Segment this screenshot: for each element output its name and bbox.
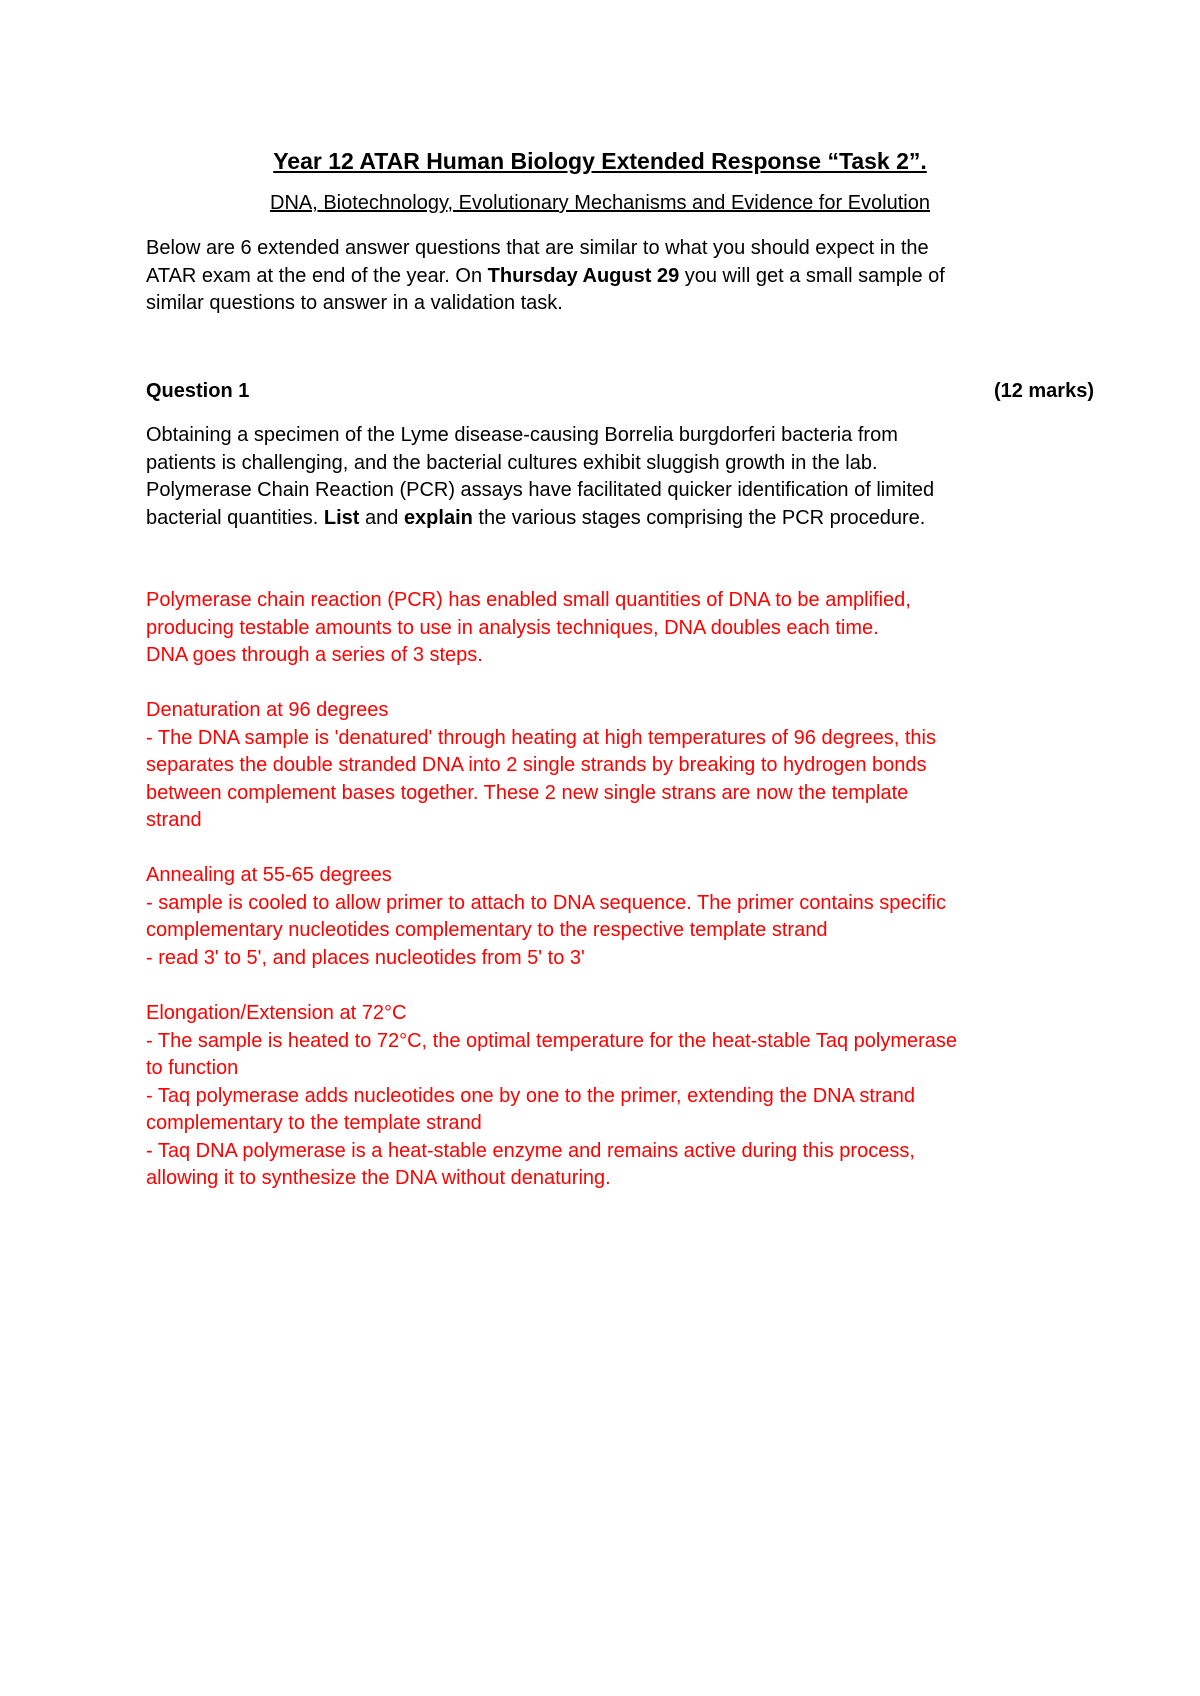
- question-header: [146, 378, 1094, 405]
- question-line: [146, 505, 1106, 533]
- answer-line: - Taq polymerase adds nucleotides one by one to the primer, extending the DNA strand: [146, 1084, 915, 1107]
- answer-line: complementary to the template strand: [146, 1112, 482, 1134]
- question-text: [146, 422, 1106, 532]
- question-label: Question 1: [146, 380, 250, 402]
- question-line: patients is challenging, and the bacterial cultures exhibit sluggish growth in the lab.: [146, 451, 878, 474]
- answer-intro: [146, 587, 1106, 670]
- intro-paragraph: [146, 235, 1106, 318]
- intro-text: you will get a small sample of: [679, 264, 945, 287]
- question-keyword: List: [323, 506, 360, 529]
- answer-line: strand: [146, 809, 202, 831]
- intro-line: similar questions to answer in a validation task.: [146, 292, 563, 314]
- document-subtitle: DNA, Biotechnology, Evolutionary Mechanisms and Evidence for Evolution: [270, 192, 930, 214]
- answer-denaturation: [146, 697, 1106, 835]
- answer-line: - The DNA sample is 'denatured' through heating at high temperatures of 96 degrees, this: [146, 726, 936, 749]
- document-title: Year 12 ATAR Human Biology Extended Response “Task 2”.: [273, 148, 927, 174]
- answer-line: - The sample is heated to 72°C, the optimal temperature for the heat-stable Taq polymerase: [146, 1029, 958, 1052]
- answer-step-heading: Denaturation at 96 degrees: [146, 699, 389, 721]
- answer-line: - Taq DNA polymerase is a heat-stable enzyme and remains active during this process,: [146, 1139, 915, 1162]
- question-line: Obtaining a specimen of the Lyme disease-causing Borrelia burgdorferi bacteria from: [146, 424, 898, 446]
- answer-annealing: [146, 862, 1106, 972]
- answer-line: DNA goes through a series of 3 steps.: [146, 644, 483, 666]
- intro-text: ATAR exam at the end of the year. On: [146, 264, 488, 287]
- question-line: Polymerase Chain Reaction (PCR) assays have facilitated quicker identification of limited: [146, 479, 935, 501]
- answer-line: Polymerase chain reaction (PCR) has enabled small quantities of DNA to be amplified,: [146, 589, 911, 611]
- question-marks: (12 marks): [993, 380, 1094, 402]
- answer-line: separates the double stranded DNA into 2 single strands by breaking to hydrogen bonds: [146, 754, 927, 776]
- answer-line: producing testable amounts to use in analysis techniques, DNA doubles each time.: [146, 616, 879, 639]
- intro-date: Thursday August 29: [487, 264, 680, 287]
- question-text-part: bacterial quantities.: [146, 506, 324, 529]
- answer-line: complementary nucleotides complementary to the respective template strand: [146, 919, 828, 941]
- intro-line: Below are 6 extended answer questions that are similar to what you should expect in the: [146, 237, 929, 259]
- intro-line: [146, 263, 1106, 291]
- answer-extension: [146, 1000, 1106, 1193]
- answer-line: allowing it to synthesize the DNA without denaturing.: [146, 1167, 611, 1189]
- question-text-part: and: [359, 506, 404, 529]
- question-keyword: explain: [403, 506, 473, 529]
- question-text-part: the various stages comprising the PCR procedure.: [472, 506, 926, 529]
- answer-line: between complement bases together. These 2 new single strans are now the template: [146, 781, 909, 804]
- answer-line: - read 3' to 5', and places nucleotides from 5' to 3': [146, 946, 585, 969]
- answer-step-heading: Elongation/Extension at 72°C: [146, 1002, 407, 1024]
- answer-line: - sample is cooled to allow primer to attach to DNA sequence. The primer contains specific: [146, 891, 946, 914]
- answer-step-heading: Annealing at 55-65 degrees: [146, 864, 392, 886]
- answer-line: to function: [146, 1057, 239, 1079]
